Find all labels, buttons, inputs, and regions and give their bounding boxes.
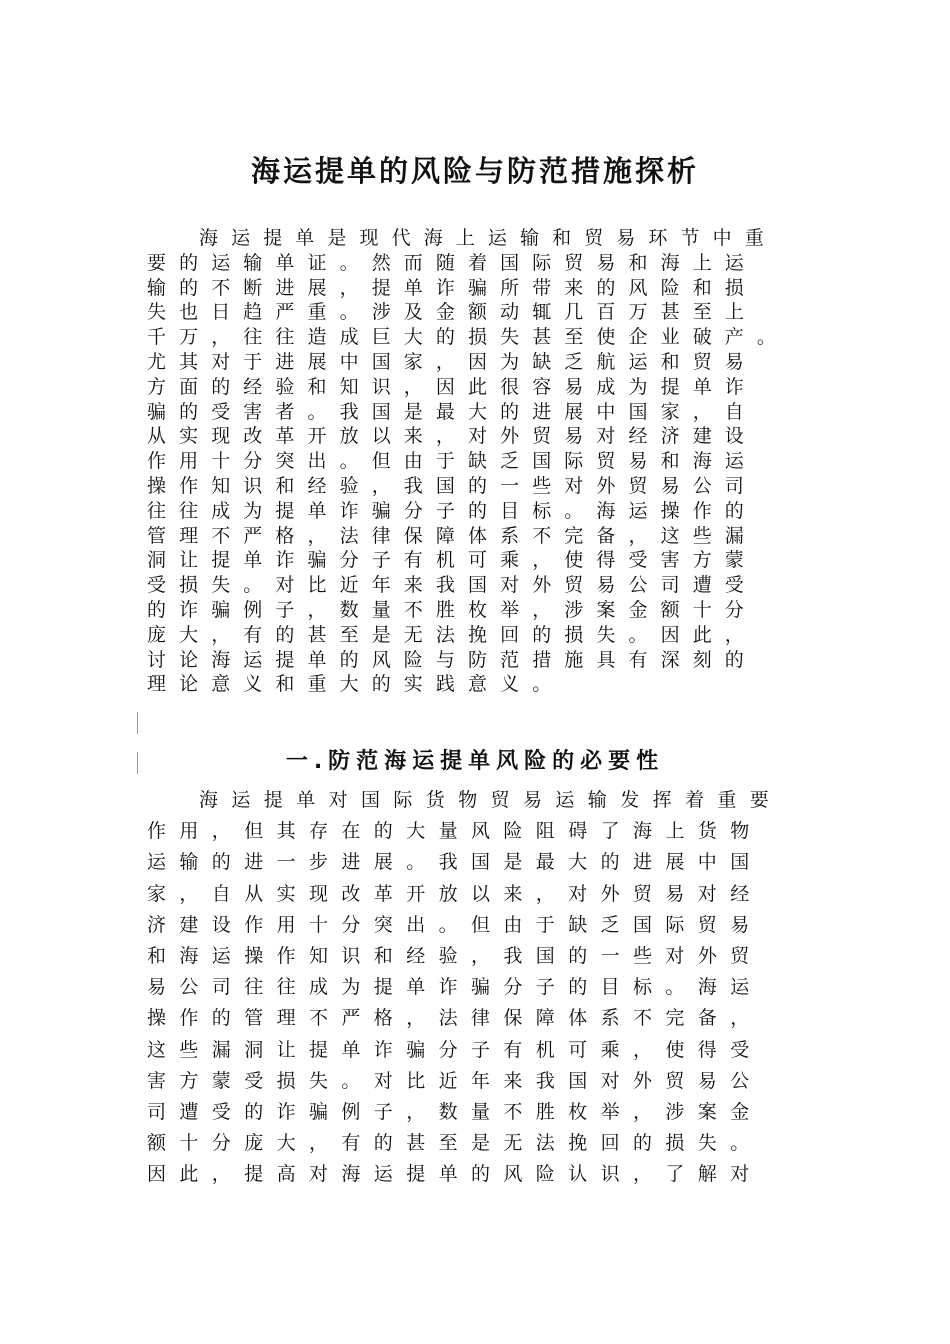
paragraph-line: 和海运操作知识和经验，我国的一些对外贸	[147, 944, 763, 967]
paragraph-line: 的诈骗例子，数量不胜枚举，涉案金额十分	[147, 598, 757, 621]
paragraph-line: 往往成为提单诈骗分子的目标。海运操作的	[147, 499, 757, 522]
paragraph-line: 海运提单对国际货物贸易运输发挥着重要	[199, 789, 783, 811]
paragraph-line: 作用十分突出。但由于缺乏国际贸易和海运	[147, 450, 757, 473]
paragraph-line: 额十分庞大，有的甚至是无法挽回的损失。	[147, 1132, 763, 1155]
paragraph-line: 管理不严格，法律保障体系不完备，这些漏	[147, 524, 757, 547]
paragraph-line: 讨论海运提单的风险与防范措施具有深刻的	[147, 648, 757, 671]
paragraph-line: 家，自从实现改革开放以来，对外贸易对经	[147, 882, 763, 905]
paragraph-line: 作用，但其存在的大量风险阻碍了海上货物	[147, 820, 763, 843]
paragraph-line: 方面的经验和知识，因此很容易成为提单诈	[147, 375, 757, 398]
paragraph-line: 运输的进一步进展。我国是最大的进展中国	[147, 851, 763, 874]
margin-bar	[137, 712, 138, 734]
paragraph-line: 司遭受的诈骗例子，数量不胜枚举，涉案金	[147, 1100, 763, 1123]
paragraph-line: 济建设作用十分突出。但由于缺乏国际贸易	[147, 913, 763, 936]
section-heading: 一.防范海运提单风险的必要性	[285, 749, 665, 774]
paragraph-line: 千万，往往造成巨大的损失甚至使企业破产。	[147, 326, 790, 349]
paragraph-line: 理论意义和重大的实践意义。	[147, 673, 565, 696]
paragraph-line: 要的运输单证。然而随着国际贸易和海上运	[147, 251, 757, 274]
intro-paragraph	[147, 226, 789, 697]
paragraph-line: 操作的管理不严格，法律保障体系不完备，	[147, 1007, 763, 1030]
section-paragraph	[147, 785, 782, 1190]
paragraph-line: 受损失。对比近年来我国对外贸易公司遭受	[147, 574, 757, 597]
paragraph-line: 易公司往往成为提单诈骗分子的目标。海运	[147, 976, 763, 999]
paragraph-line: 从实现改革开放以来，对外贸易对经济建设	[147, 425, 757, 448]
paragraph-line: 失也日趋严重。涉及金额动辄几百万甚至上	[147, 301, 757, 324]
paragraph-line: 操作知识和经验，我国的一些对外贸易公司	[147, 474, 757, 497]
paragraph-line: 害方蒙受损失。对比近年来我国对外贸易公	[147, 1069, 763, 1092]
paragraph-line: 庞大，有的甚至是无法挽回的损失。因此，	[147, 623, 757, 646]
paragraph-line: 骗的受害者。我国是最大的进展中国家，自	[147, 400, 757, 423]
paragraph-line: 洞让提单诈骗分子有机可乘，使得受害方蒙	[147, 549, 757, 572]
paragraph-line: 输的不断进展，提单诈骗所带来的风险和损	[147, 276, 757, 299]
paragraph-line: 尤其对于进展中国家，因为缺乏航运和贸易	[147, 350, 757, 373]
paragraph-line: 这些漏洞让提单诈骗分子有机可乘，使得受	[147, 1038, 763, 1061]
paragraph-line: 因此，提高对海运提单的风险认识，了解对	[147, 1163, 763, 1186]
document-title: 海运提单的风险与防范措施探析	[250, 154, 699, 188]
paragraph-line: 海运提单是现代海上运输和贸易环节中重	[199, 227, 777, 249]
